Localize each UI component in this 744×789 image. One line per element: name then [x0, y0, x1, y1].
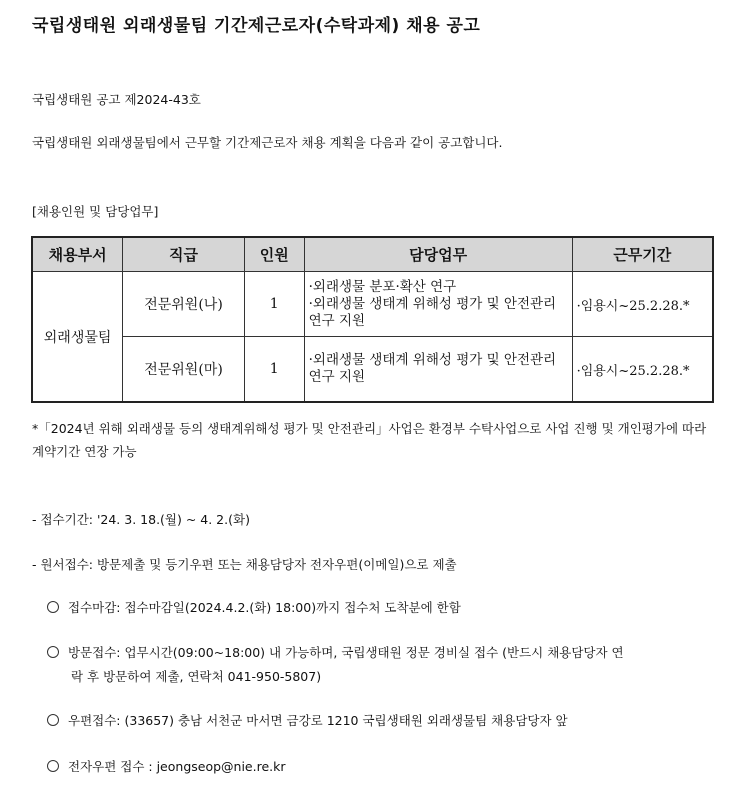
period-cell: ·임용시~25.2.28.* — [572, 272, 713, 337]
grade-cell: 전문위원(마) — [123, 337, 245, 403]
count-cell: 1 — [244, 337, 304, 403]
page-title: 국립생태원 외래생물팀 기간제근로자(수탁과제) 채용 공고 — [32, 16, 481, 36]
circle-bullet-icon — [47, 646, 59, 658]
duty-line: ·외래생물 생태계 위해성 평가 및 안전관리 연구 지원 — [308, 295, 557, 329]
footnote: *「2024년 위해 외래생물 등의 생태계위해성 평가 및 안전관리」사업은 환경부 수탁사업으로 사업 진행 및 개인평가에 따라 계약기간 연장 가능 — [32, 421, 707, 459]
department-cell: 외래생물팀 — [32, 272, 123, 403]
count-cell: 1 — [244, 272, 304, 337]
header-period: 근무기간 — [572, 237, 713, 272]
section-heading: [채용인원 및 담당업무] — [32, 204, 159, 219]
header-duty: 담당업무 — [304, 237, 572, 272]
table-header-row — [32, 237, 713, 272]
header-grade: 직급 — [123, 237, 245, 272]
list-item-email: 전자우편 접수 : jeongseop@nie.re.kr — [47, 755, 715, 779]
duty-line: ·외래생물 생태계 위해성 평가 및 안전관리 연구 지원 — [308, 352, 557, 385]
circle-bullet-icon — [47, 601, 59, 613]
list-item-visit: 방문접수: 업무시간(09:00~18:00) 내 가능하며, 국립생태원 정문 경비실 접수 (반드시 채용담당자 연 락 후 방문하여 제출, 연락처 041-950-5807) — [47, 641, 715, 689]
application-method: - 원서접수: 방문제출 및 등기우편 또는 채용담당자 전자우편(이메일)으로 제출 — [32, 557, 457, 572]
table-row — [32, 337, 713, 403]
list-item-deadline: 접수마감: 접수마감일(2024.4.2.(화) 18:00)까지 접수처 도착분에 한함 — [47, 596, 715, 620]
notice-number: 국립생태원 공고 제2024-43호 — [32, 92, 201, 107]
recruitment-table — [31, 236, 714, 403]
grade-cell: 전문위원(나) — [123, 272, 245, 337]
circle-bullet-icon — [47, 714, 59, 726]
intro-text: 국립생태원 외래생물팀에서 근무할 기간제근로자 채용 계획을 다음과 같이 공고합니다. — [32, 135, 503, 150]
header-count: 인원 — [244, 237, 304, 272]
period-cell: ·임용시~25.2.28.* — [572, 337, 713, 403]
duty-cell — [304, 337, 572, 403]
duty-line: ·외래생물 분포·확산 연구 — [308, 278, 457, 295]
application-period: - 접수기간: '24. 3. 18.(월) ~ 4. 2.(화) — [32, 512, 250, 527]
header-department: 채용부서 — [32, 237, 123, 272]
list-item-mail: 우편접수: (33657) 충남 서천군 마서면 금강로 1210 국립생태원 외래생물팀 채용담당자 앞 — [47, 709, 715, 733]
circle-bullet-icon — [47, 760, 59, 772]
table-row — [32, 272, 713, 337]
duty-cell — [304, 272, 572, 337]
